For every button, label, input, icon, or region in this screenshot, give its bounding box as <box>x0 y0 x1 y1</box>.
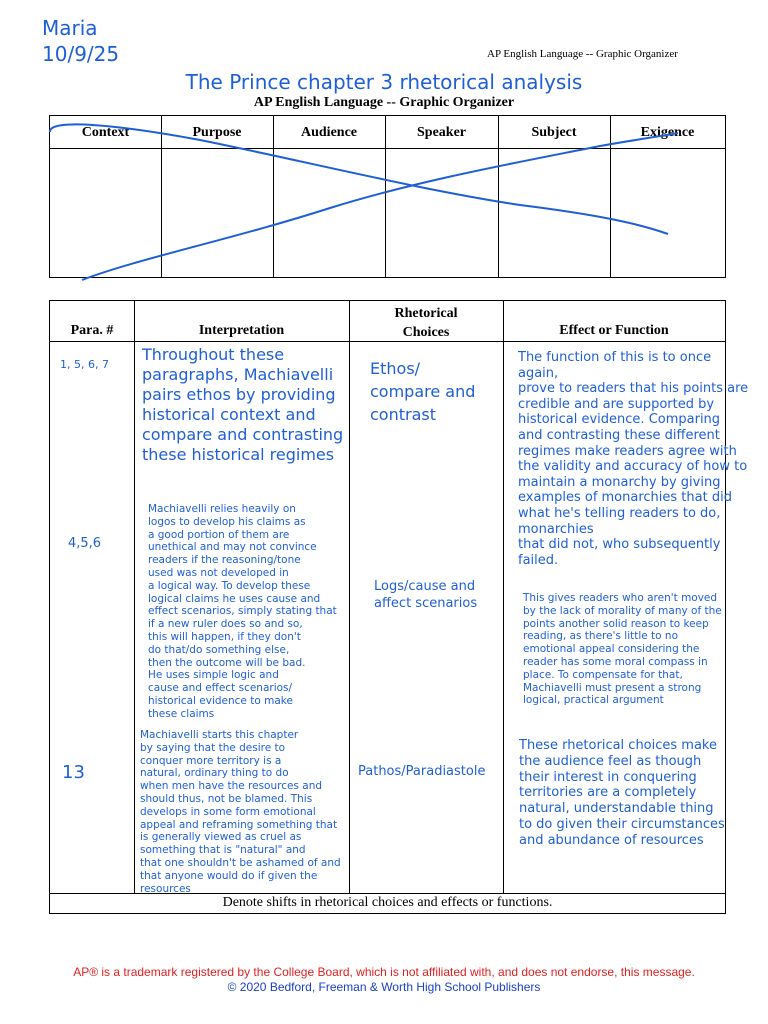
header-right: AP English Language -- Graphic Organizer <box>487 48 678 60</box>
header-effect: Effect or Function <box>559 323 669 338</box>
row1-effect: The function of this is to once again, prove to readers that his points are credible and are supported by historical evidence. Comparing and contrasting these different regimes make readers agree with the validity and accuracy of how to maintain a monarchy by giving examples of monarchies that did what he's telling readers to do, monarchies that did not, who subsequently failed. <box>518 350 749 568</box>
header-interpretation: Interpretation <box>198 323 285 338</box>
row2-choices: Logs/cause and affect scenarios <box>374 579 478 611</box>
student-name: Maria <box>42 16 98 40</box>
header-choices: Rhetorical Choices <box>394 306 458 340</box>
row1-choices: Ethos/ compare and contrast <box>370 359 476 424</box>
student-date: 10/9/25 <box>42 42 120 66</box>
divider <box>349 301 350 893</box>
divider <box>498 116 499 277</box>
trademark-disclaimer: AP® is a trademark registered by the College Board, which is not affiliated with, and does not endorse, this message. <box>73 965 695 979</box>
analysis-table <box>49 300 749 914</box>
col-exigence: Exigence <box>610 116 725 149</box>
table-footer-note: Denote shifts in rhetorical choices and effects or functions. <box>222 895 553 910</box>
row3-effect: These rhetorical choices make the audience feel as though their interest in conquering territories are a completely natural, understandable thing to do given their circumstances and abundance of resources <box>519 738 725 848</box>
divider <box>610 116 611 277</box>
divider <box>273 116 274 277</box>
divider <box>385 116 386 277</box>
row3-choices: Pathos/Paradiastole <box>358 764 486 779</box>
col-context: Context <box>50 116 161 149</box>
page-subtitle: AP English Language -- Graphic Organizer <box>253 95 515 110</box>
row2-effect: This gives readers who aren't moved by the lack of morality of many of the points another solid reason to keep reading, as there's little to no emotional appeal considering the reader has some moral compass in place. To compensate for that, Machiavelli must present a strong logical, practical argument <box>523 592 722 707</box>
divider <box>503 301 504 893</box>
copyright-notice: © 2020 Bedford, Freeman & Worth High School Publishers <box>227 980 541 994</box>
row2-para: 4,5,6 <box>68 536 102 551</box>
header-para: Para. # <box>70 323 114 338</box>
divider <box>161 116 162 277</box>
page-title: The Prince chapter 3 rhetorical analysis <box>185 70 583 94</box>
divider <box>134 301 135 893</box>
row3-para: 13 <box>62 762 85 783</box>
col-speaker: Speaker <box>385 116 498 149</box>
row2-interpretation: Machiavelli relies heavily on logos to develop his claims as a good portion of them are unethical and may not convince readers if the reasoning/tone used was not developed in a logical way. To develop these logical claims he uses cause and effect scenarios, simply stating that if a new ruler does so and so, this will happen, if they don't do that/do something else, then the outcome will be bad. He uses simple logic and cause and effect scenarios/ historical evidence to make these claims <box>148 503 337 720</box>
col-audience: Audience <box>273 116 385 149</box>
context-table <box>49 115 726 278</box>
row1-para: 1, 5, 6, 7 <box>60 358 109 371</box>
row1-interpretation: Throughout these paragraphs, Machiavelli pairs ethos by providing historical context and compare and contrasting these historical regimes <box>142 345 344 464</box>
col-purpose: Purpose <box>161 116 273 149</box>
row3-interpretation: Machiavelli starts this chapter by saying that the desire to conquer more territory is a natural, ordinary thing to do when men have the resources and should thus, not be blamed. This develops in some form emotional appeal and reframing something that is generally viewed as cruel as something that is "natural" and that one shouldn't be ashamed of and that anyone would do if given the resources <box>140 729 341 895</box>
col-subject: Subject <box>498 116 610 149</box>
